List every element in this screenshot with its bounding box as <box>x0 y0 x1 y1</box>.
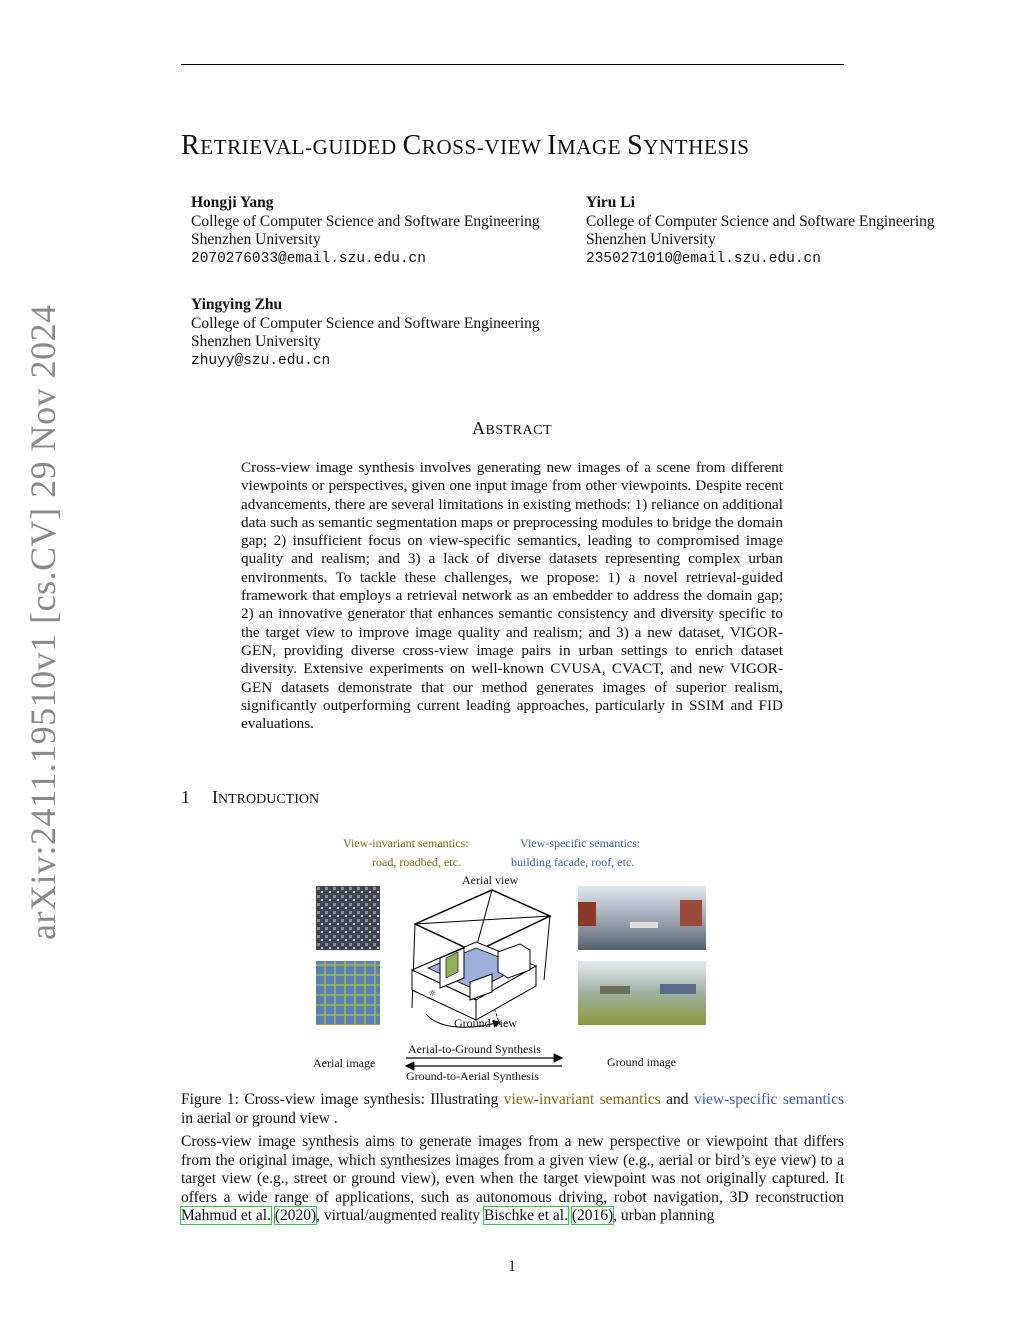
aerial-photo <box>316 886 380 950</box>
author-affiliation: College of Computer Science and Software Engineering <box>191 212 540 230</box>
author-name: Hongji Yang <box>191 194 274 211</box>
author-email[interactable]: 2070276033@email.szu.edu.cn <box>191 250 426 267</box>
author-name: Yingying Zhu <box>191 296 283 313</box>
top-rule <box>181 64 844 65</box>
aerial-view-label: Aerial view <box>462 873 519 887</box>
author-university: Shenzhen University <box>191 231 321 248</box>
author-block <box>586 194 935 268</box>
arxiv-identifier: arXiv:2411.19510v1 [cs.CV] 29 Nov 2024 <box>23 304 63 940</box>
svg-text:☼: ☼ <box>428 989 437 999</box>
specific-examples: building facade, roof, etc. <box>511 855 635 869</box>
specific-label: View-specific semantics: <box>520 836 641 850</box>
abstract-text: Cross-view image synthesis involves generating new images of a scene from different viewpoints or perspectives, given one input image from other viewpoints. Despite recent advancements, there are several limitations in existing methods: 1) reliance on additional data such as semantic segmentation maps or preprocessing modules to bridge the domain gap; 2) insufficient focus on view-specific semantics, leading to compromised image quality and realism; and 3) a lack of diverse datasets representing complex urban environments. To tackle these challenges, we propose: 1) a novel retrieval-guided framework that employs a retrieval network as an embedder to address the domain gap; 2) an innovative generator that enhances semantic consistency and diversity specific to the target view to improve image quality and realism; and 3) a new dataset, VIGOR-GEN, providing diverse cross-view image pairs in urban settings to enrich dataset diversity. Extensive experiments on well-known CVUSA, CVACT, and new VIGOR-GEN datasets demonstrate that our method generates images of superior realism, significantly outperforming current leading approaches, particularly in SSIM and FID evaluations. <box>241 459 783 733</box>
a2g-label: Aerial-to-Ground Synthesis <box>408 1042 541 1056</box>
scene-diagram <box>412 890 550 1025</box>
abstract-heading: ABSTRACT <box>471 418 552 438</box>
invariant-examples: road, roadbed, etc. <box>372 855 461 869</box>
author-email[interactable]: 2350271010@email.szu.edu.cn <box>586 250 821 267</box>
author-university: Shenzhen University <box>191 333 321 350</box>
paper-title: RETRIEVAL-GUIDED CROSS-VIEW IMAGE SYNTHESIS <box>181 130 750 161</box>
section-heading: 1 INTRODUCTION <box>181 787 320 807</box>
figure-caption: Figure 1: Cross-view image synthesis: Illustrating view-invariant semantics and view-specific semantics in aerial or ground view . <box>181 1091 844 1127</box>
g2a-label: Ground-to-Aerial Synthesis <box>406 1069 539 1083</box>
author-university: Shenzhen University <box>586 231 716 248</box>
figure-1 <box>300 830 720 1085</box>
aerial-segmentation <box>316 961 380 1025</box>
citation-link[interactable]: Mahmud et al. <box>181 1207 271 1224</box>
invariant-label: View-invariant semantics: <box>343 836 469 850</box>
intro-paragraph: Cross-view image synthesis aims to generate images from a new perspective or viewpoint that differs from the original image, which synthesizes images from a given view (e.g., aerial or bird’s eye view) to a target view (e.g., street or ground view), even when the target viewpoint was not originally captured. It offers a wide range of applications, such as autonomous driving, robot navigation, 3D reconstruction Mahmud et al. (2020), virtual/augmented reality Bischke et al. (2016), urban planning <box>181 1133 844 1224</box>
citation-year-link[interactable]: (2016) <box>571 1207 614 1224</box>
author-affiliation: College of Computer Science and Software Engineering <box>191 314 540 332</box>
specific-link: view-specific semantics <box>693 1091 844 1108</box>
ground-view-label: Ground view <box>454 1016 517 1030</box>
author-affiliation: College of Computer Science and Software Engineering <box>586 212 935 230</box>
page-number: 1 <box>508 1258 516 1275</box>
author-block <box>191 296 540 370</box>
invariant-link: view-invariant semantics <box>503 1091 661 1108</box>
author-email[interactable]: zhuyy@szu.edu.cn <box>191 352 331 369</box>
aerial-image-label: Aerial image <box>313 1056 376 1070</box>
citation-link[interactable]: Bischke et al. <box>484 1207 568 1224</box>
author-name: Yiru Li <box>586 194 635 211</box>
author-block <box>191 194 540 268</box>
citation-year-link[interactable]: (2020) <box>274 1207 317 1224</box>
ground-image-label: Ground image <box>607 1055 676 1069</box>
